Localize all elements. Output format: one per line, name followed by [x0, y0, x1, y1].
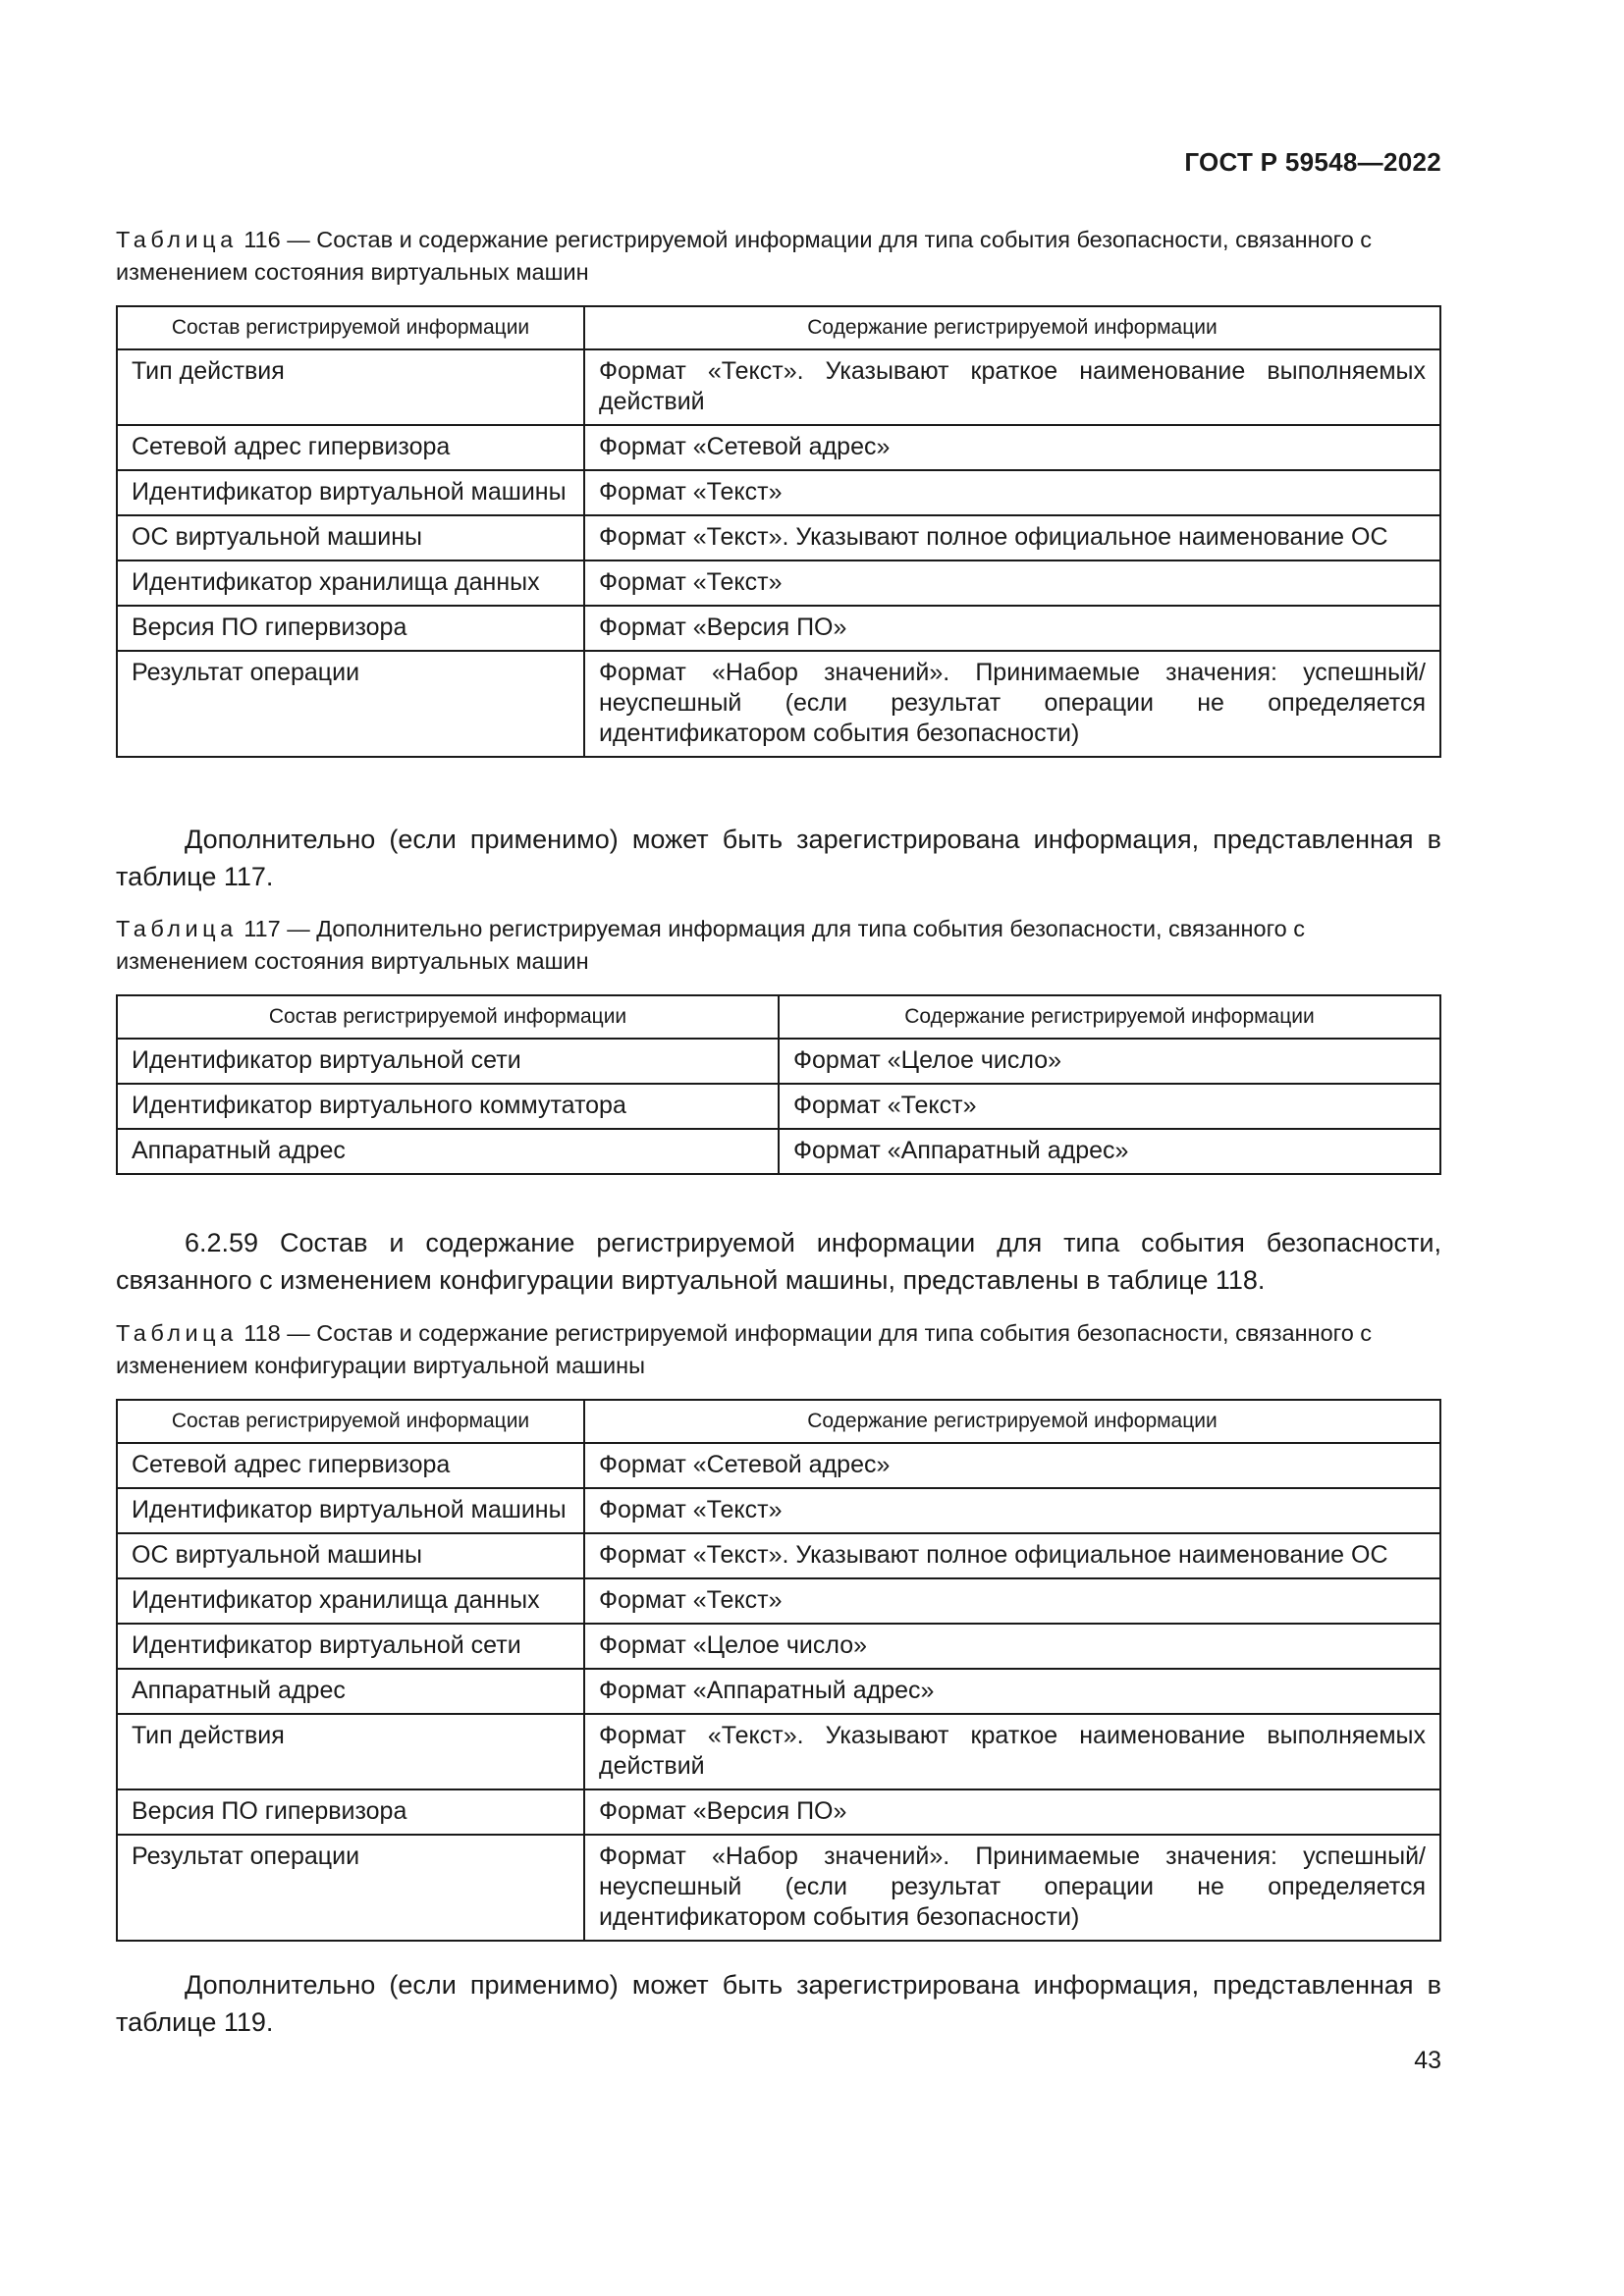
paragraph-additional-117: Дополнительно (если применимо) может быть зарегистрирована информация, представленная в таблице 117.	[116, 825, 1441, 891]
table-117	[116, 994, 1441, 1175]
table-cell-field: Идентификатор хранилища данных	[117, 1578, 584, 1624]
caption-number: 118	[244, 1320, 281, 1346]
table-header-row	[117, 995, 1440, 1039]
table-cell-field: Результат операции	[117, 651, 584, 757]
table-row	[117, 1443, 1440, 1488]
caption-prefix: Таблица	[116, 1320, 238, 1346]
table-row	[117, 425, 1440, 470]
table-cell-field: ОС виртуальной машины	[117, 515, 584, 561]
table-row	[117, 515, 1440, 561]
table-117-caption	[116, 913, 1441, 978]
table-116-caption	[116, 224, 1441, 289]
table-cell-value: Формат «Целое число»	[779, 1039, 1440, 1084]
table-cell-value: Формат «Сетевой адрес»	[584, 425, 1440, 470]
table-row	[117, 561, 1440, 606]
table-cell-value: Формат «Аппаратный адрес»	[584, 1669, 1440, 1714]
table-row	[117, 1714, 1440, 1789]
table-cell-value: Формат «Текст»	[584, 1488, 1440, 1533]
table-cell-field: Аппаратный адрес	[117, 1129, 779, 1174]
table-118-caption	[116, 1317, 1441, 1382]
column-header-composition: Состав регистрируемой информации	[117, 995, 779, 1039]
table-header-row	[117, 1400, 1440, 1443]
table-cell-value: Формат «Версия ПО»	[584, 606, 1440, 651]
table-cell-value: Формат «Набор значений». Принимаемые значения: успешный/неуспешный (если результат операции не определяется идентификатором события безопасности)	[584, 1835, 1440, 1941]
table-cell-value: Формат «Текст». Указывают полное официальное наименование ОС	[584, 1533, 1440, 1578]
table-cell-value: Формат «Текст». Указывают краткое наименование выполняемых действий	[584, 1714, 1440, 1789]
table-cell-value: Формат «Текст»	[584, 470, 1440, 515]
paragraph-6-2-59: 6.2.59 Состав и содержание регистрируемой информации для типа события безопасности, связанного с изменением конфигурации виртуальной машины, представлены в таблице 118.	[116, 1228, 1441, 1295]
caption-text: — Состав и содержание регистрируемой информации для типа события безопасности, связанного с изменением состояния виртуальных машин	[116, 227, 1373, 285]
table-cell-field: Сетевой адрес гипервизора	[117, 1443, 584, 1488]
table-row	[117, 651, 1440, 757]
table-row	[117, 1488, 1440, 1533]
table-cell-value: Формат «Целое число»	[584, 1624, 1440, 1669]
page-number: 43	[1414, 2047, 1441, 2074]
table-row	[117, 606, 1440, 651]
table-cell-field: Тип действия	[117, 349, 584, 425]
document-header: ГОСТ Р 59548—2022	[1184, 147, 1441, 177]
table-row	[117, 1578, 1440, 1624]
table-cell-field: ОС виртуальной машины	[117, 1533, 584, 1578]
caption-text: — Состав и содержание регистрируемой информации для типа события безопасности, связанного с изменением конфигурации виртуальной машины	[116, 1320, 1373, 1378]
table-cell-field: Идентификатор виртуальной машины	[117, 1488, 584, 1533]
table-116	[116, 305, 1441, 758]
caption-prefix: Таблица	[116, 227, 238, 252]
caption-text: — Дополнительно регистрируемая информация для типа события безопасности, связанного с изменением состояния виртуальных машин	[116, 916, 1305, 974]
table-cell-field: Версия ПО гипервизора	[117, 606, 584, 651]
table-cell-field: Тип действия	[117, 1714, 584, 1789]
table-row	[117, 1129, 1440, 1174]
caption-prefix: Таблица	[116, 916, 238, 941]
table-cell-field: Сетевой адрес гипервизора	[117, 425, 584, 470]
column-header-composition: Состав регистрируемой информации	[117, 306, 584, 349]
table-row	[117, 1039, 1440, 1084]
table-cell-field: Идентификатор виртуальной сети	[117, 1624, 584, 1669]
table-cell-field: Идентификатор хранилища данных	[117, 561, 584, 606]
caption-number: 116	[244, 227, 281, 252]
table-row	[117, 1669, 1440, 1714]
caption-number: 117	[244, 916, 281, 941]
table-row	[117, 470, 1440, 515]
column-header-content: Содержание регистрируемой информации	[584, 306, 1440, 349]
table-cell-field: Версия ПО гипервизора	[117, 1789, 584, 1835]
column-header-composition: Состав регистрируемой информации	[117, 1400, 584, 1443]
column-header-content: Содержание регистрируемой информации	[779, 995, 1440, 1039]
column-header-content: Содержание регистрируемой информации	[584, 1400, 1440, 1443]
table-cell-field: Идентификатор виртуальной машины	[117, 470, 584, 515]
table-cell-value: Формат «Текст»	[779, 1084, 1440, 1129]
table-header-row	[117, 306, 1440, 349]
table-cell-value: Формат «Текст». Указывают полное официальное наименование ОС	[584, 515, 1440, 561]
table-row	[117, 1789, 1440, 1835]
table-cell-value: Формат «Аппаратный адрес»	[779, 1129, 1440, 1174]
table-row	[117, 1835, 1440, 1941]
table-row	[117, 1084, 1440, 1129]
table-cell-value: Формат «Текст». Указывают краткое наименование выполняемых действий	[584, 349, 1440, 425]
table-cell-field: Аппаратный адрес	[117, 1669, 584, 1714]
table-cell-value: Формат «Набор значений». Принимаемые значения: успешный/неуспешный (если результат операции не определяется идентификатором события безопасности)	[584, 651, 1440, 757]
table-row	[117, 1624, 1440, 1669]
table-cell-value: Формат «Версия ПО»	[584, 1789, 1440, 1835]
table-row	[117, 349, 1440, 425]
table-cell-value: Формат «Текст»	[584, 561, 1440, 606]
paragraph-additional-119: Дополнительно (если применимо) может быть зарегистрирована информация, представленная в таблице 119.	[116, 1970, 1441, 2037]
table-cell-field: Идентификатор виртуального коммутатора	[117, 1084, 779, 1129]
table-cell-value: Формат «Сетевой адрес»	[584, 1443, 1440, 1488]
table-cell-field: Результат операции	[117, 1835, 584, 1941]
table-118	[116, 1399, 1441, 1942]
table-cell-field: Идентификатор виртуальной сети	[117, 1039, 779, 1084]
table-cell-value: Формат «Текст»	[584, 1578, 1440, 1624]
table-row	[117, 1533, 1440, 1578]
